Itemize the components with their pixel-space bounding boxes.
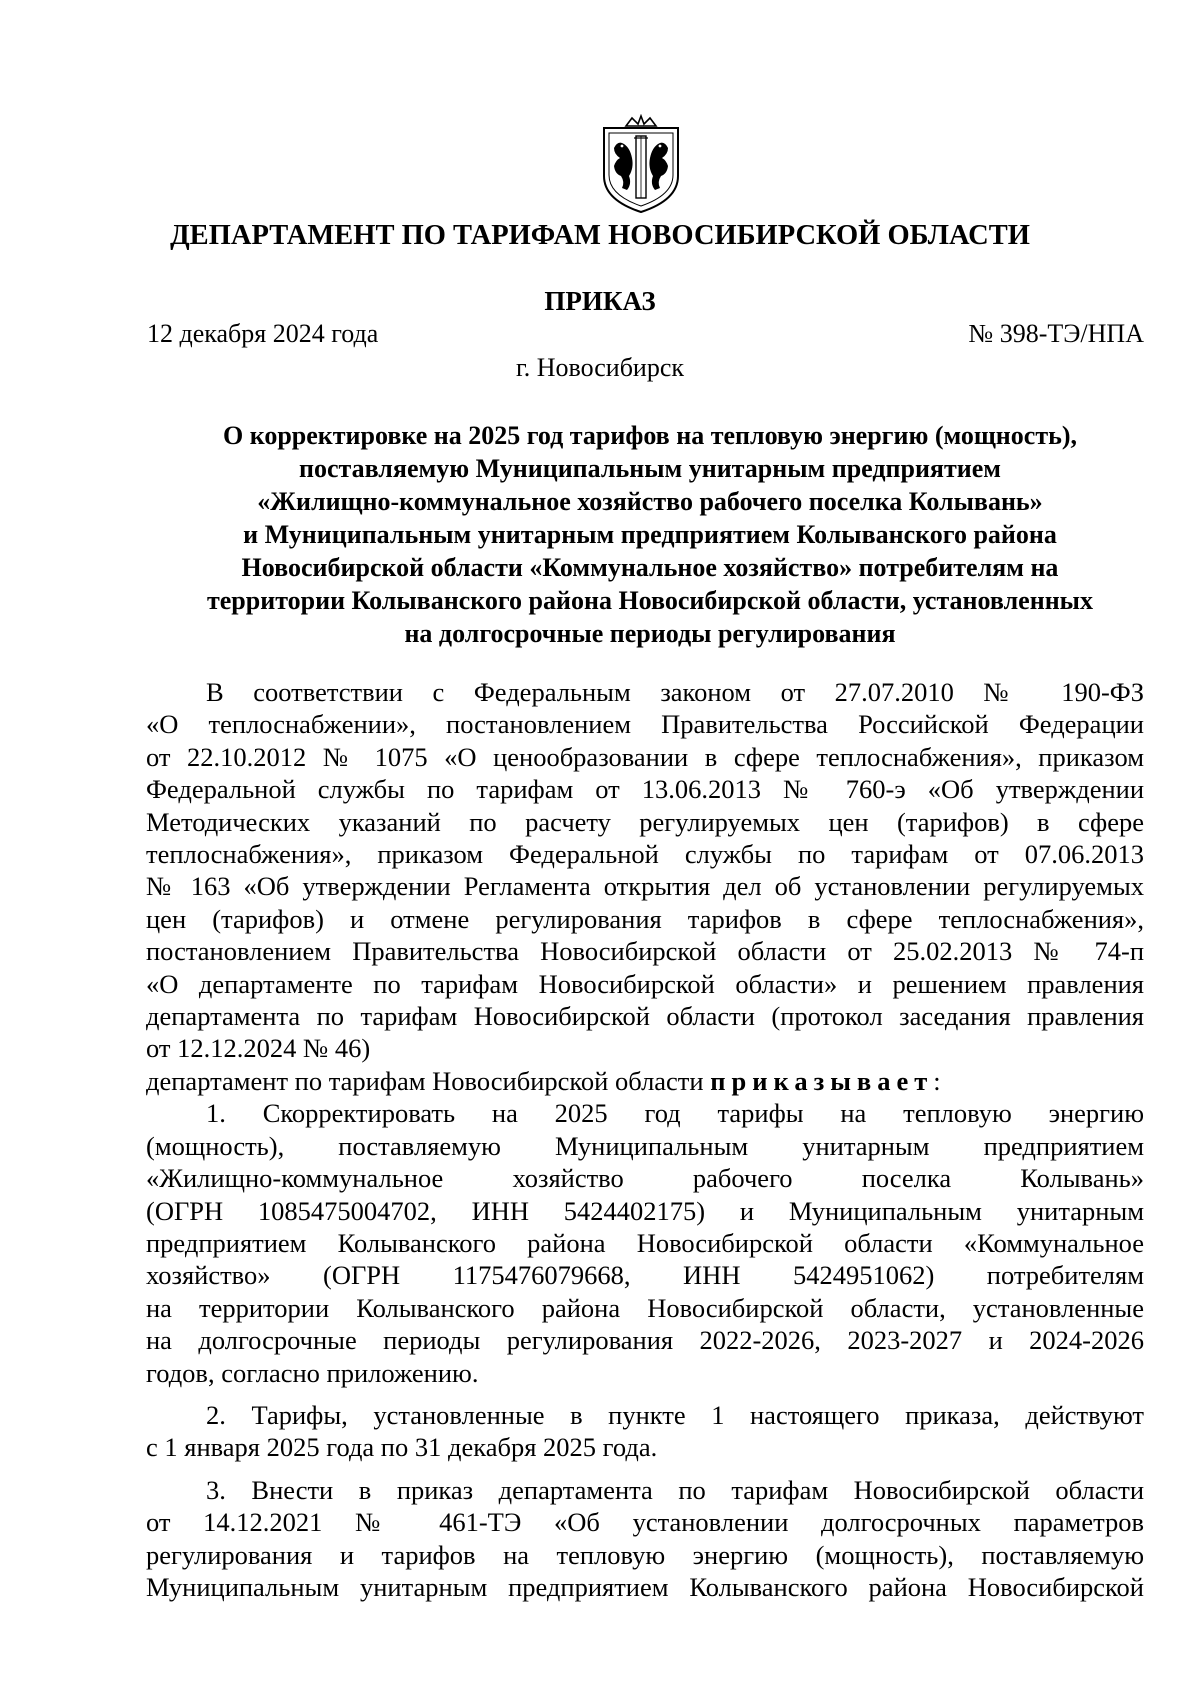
body-line: от 12.12.2024 № 46) — [146, 1033, 371, 1064]
orders-prefix: департамент по тарифам Новосибирской области — [146, 1065, 711, 1096]
preamble-paragraph — [146, 676, 1144, 1065]
body-line: «Жилищно-коммунальное хозяйство рабочего поселка Колывань» — [146, 1163, 1144, 1194]
body-line: департамента по тарифам Новосибирской области (протокол заседания правления — [146, 1001, 1144, 1032]
department-name: ДЕПАРТАМЕНТ ПО ТАРИФАМ НОВОСИБИРСКОЙ ОБЛАСТИ — [170, 220, 1030, 251]
order-number: № 398-ТЭ/НПА — [968, 319, 1144, 348]
body-line: от 14.12.2021 № 461-ТЭ «Об установлении долгосрочных параметров — [146, 1507, 1144, 1538]
body-line: регулирования и тарифов на тепловую энергию (мощность), поставляемую — [146, 1539, 1144, 1570]
orders-keyword: приказывает — [710, 1065, 934, 1096]
body-line: на территории Колыванского района Новосибирской области, установленные — [146, 1292, 1144, 1323]
order-date: 12 декабря 2024 года — [147, 319, 379, 348]
document-body — [146, 676, 1144, 1603]
body-line: (ОГРН 1085475004702, ИНН 5424402175) и Муниципальным унитарным — [146, 1195, 1144, 1226]
body-line: постановлением Правительства Новосибирской области от 25.02.2013 № 74-п — [146, 936, 1144, 967]
document-type: ПРИКАЗ — [544, 286, 656, 316]
body-line: с 1 января 2025 года по 31 декабря 2025 года. — [146, 1432, 658, 1463]
title-line: «Жилищно-коммунальное хозяйство рабочего поселка Колывань» — [257, 487, 1043, 516]
body-line: предприятием Колыванского района Новосибирской области «Коммунальное — [146, 1227, 1144, 1258]
body-line: на долгосрочные периоды регулирования 2022-2026, 2023-2027 и 2024-2026 — [146, 1325, 1144, 1356]
paragraph-gap — [146, 1464, 1144, 1474]
body-line: «О теплоснабжении», постановлением Правительства Российской Федерации — [146, 709, 1144, 740]
document-title — [120, 419, 1180, 650]
body-line: теплоснабжения», приказом Федеральной службы по тарифам от 07.06.2013 — [146, 839, 1144, 870]
title-line: поставляемую Муниципальным унитарным предприятием — [298, 454, 1001, 483]
title-line: Новосибирской области «Коммунальное хозяйство» потребителям на — [241, 553, 1059, 582]
order-city: г. Новосибирск — [515, 353, 685, 382]
body-line: Федеральной службы по тарифам от 13.06.2013 № 760-э «Об утверждении — [146, 774, 1144, 805]
body-line: 3. Внести в приказ департамента по тарифам Новосибирской области — [206, 1474, 1144, 1505]
body-line: № 163 «Об утверждении Регламента открытия дел об установлении регулируемых — [146, 871, 1144, 902]
body-line: 1. Скорректировать на 2025 год тарифы на тепловую энергию — [206, 1098, 1144, 1129]
body-line: Муниципальным унитарным предприятием Колыванского района Новосибирской — [146, 1571, 1144, 1602]
title-line: и Муниципальным унитарным предприятием Колыванского района — [243, 520, 1057, 549]
body-line: от 22.10.2012 № 1075 «О ценообразовании в сфере теплоснабжения», приказом — [146, 741, 1144, 772]
order-item-2 — [146, 1399, 1144, 1464]
title-line: территории Колыванского района Новосибирской области, установленных — [207, 586, 1093, 615]
body-line: цен (тарифов) и отмене регулирования тарифов в сфере теплоснабжения», — [146, 903, 1144, 934]
body-line: хозяйство» (ОГРН 1175476079668, ИНН 5424951062) потребителям — [146, 1260, 1144, 1291]
body-line: Методических указаний по расчету регулируемых цен (тарифов) в сфере — [146, 806, 1144, 837]
body-line: «О департаменте по тарифам Новосибирской области» и решением правления — [146, 968, 1144, 999]
coat-of-arms-icon — [596, 114, 686, 214]
title-line: на долгосрочные периоды регулирования — [404, 619, 896, 648]
title-line: О корректировке на 2025 год тарифов на тепловую энергию (мощность), — [222, 421, 1077, 450]
paragraph-gap — [146, 1389, 1144, 1399]
body-line: годов, согласно приложению. — [146, 1357, 479, 1388]
body-line: 2. Тарифы, установленные в пункте 1 настоящего приказа, действуют — [206, 1399, 1144, 1430]
body-line: (мощность), поставляемую Муниципальным унитарным предприятием — [146, 1130, 1144, 1161]
orders-suffix: : — [933, 1065, 941, 1096]
orders-line — [146, 1065, 1144, 1097]
body-line: В соответствии с Федеральным законом от 27.07.2010 № 190-ФЗ — [206, 677, 1144, 707]
order-item-3 — [146, 1474, 1144, 1604]
order-item-1 — [146, 1097, 1144, 1389]
